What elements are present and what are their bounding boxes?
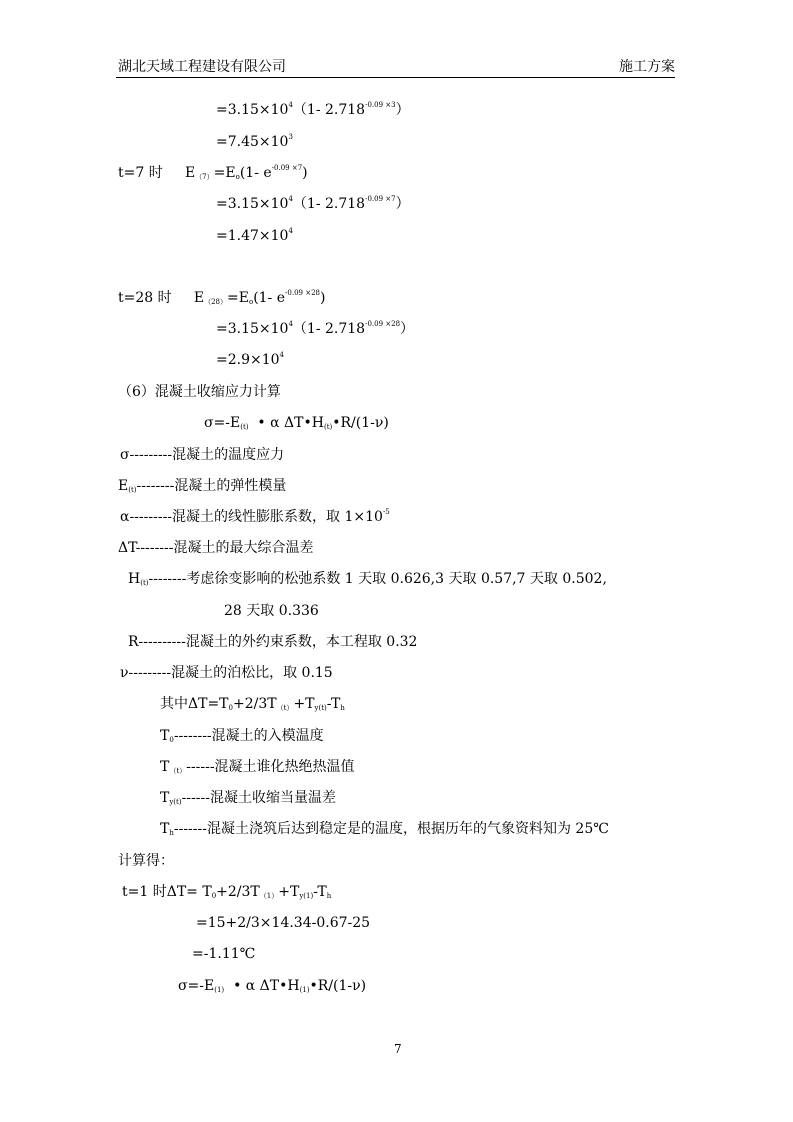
page-number: 7 [394, 1042, 402, 1056]
text-run: α---------混凝土的线性膨胀系数，取 1×10 [120, 509, 383, 525]
subscript: h [169, 829, 174, 837]
superscript: 3 [288, 133, 293, 141]
subscript: （t） [276, 704, 294, 712]
subscript: (t) [323, 423, 333, 431]
text-run: ------混凝土谁化热绝热温值 [186, 759, 355, 775]
superscript: 4 [288, 195, 293, 203]
subscript: （28） [204, 298, 228, 306]
subscript: y(t) [169, 798, 182, 806]
text-run: H [128, 571, 141, 587]
text-run: -T [313, 884, 327, 900]
header-rule [116, 77, 675, 78]
text-run: (1- e [239, 165, 272, 181]
text-run: T [160, 790, 170, 806]
text-run: ） [400, 321, 415, 337]
text-run: =E [227, 290, 249, 306]
superscript: 4 [288, 320, 293, 328]
superscript: -5 [382, 508, 390, 516]
subscript: （1） [259, 892, 279, 900]
subscript: (t) [128, 486, 137, 494]
superscript: 4 [288, 101, 293, 109]
text-run: ） [395, 102, 410, 118]
text-run: E [118, 478, 129, 494]
text-run: （1- 2.718 [292, 102, 366, 118]
text-run: --------考虑徐变影响的松弛系数 1 天取 0.626,3 天取 0.57,7 天取 0.502, [148, 571, 607, 587]
text-run: =3.15×10 [216, 102, 289, 118]
subscript: (t) [240, 423, 249, 431]
subscript: h [340, 704, 345, 712]
text-run: =E [213, 165, 236, 181]
text-line [216, 133, 293, 151]
subscript: y(t) [314, 704, 327, 712]
text-line [216, 195, 410, 213]
text-run: ) [319, 290, 326, 306]
text-line [118, 383, 281, 401]
text-line [160, 727, 324, 745]
superscript: -0.09 ×28 [365, 320, 401, 328]
text-run: --------混凝土的弹性模量 [136, 478, 287, 494]
text-line [118, 539, 314, 557]
subscript: o [248, 298, 254, 306]
text-line [118, 852, 174, 870]
superscript: -0.09 ×7 [271, 164, 303, 172]
subscript: (t) [140, 579, 149, 587]
text-run: ΔT--------混凝土的最大综合温差 [118, 540, 314, 556]
superscript: 4 [279, 351, 285, 359]
subscript: 0 [228, 704, 233, 712]
text-run: T [160, 821, 170, 837]
text-run: 计算得： [118, 853, 174, 869]
text-line [224, 602, 319, 620]
subscript: o [235, 173, 240, 181]
subscript: (1) [299, 986, 310, 994]
text-run: T [160, 728, 170, 744]
text-line [192, 945, 255, 963]
text-run: +2/3T [216, 884, 260, 900]
text-line [160, 820, 609, 838]
text-run: 28 天取 0.336 [224, 603, 319, 619]
text-line [216, 351, 284, 369]
text-run: ------混凝土收缩当量温差 [181, 790, 336, 806]
text-run: （1- 2.718 [292, 196, 366, 212]
text-line [120, 508, 390, 526]
text-run: +T [278, 884, 300, 900]
text-run: =2.9×10 [216, 352, 280, 368]
text-line [204, 414, 389, 432]
text-line [118, 477, 286, 495]
text-line [178, 977, 366, 995]
text-run: --------混凝土的入模温度 [173, 728, 324, 744]
text-line [160, 695, 345, 713]
text-run: •R/(1-ν) [309, 978, 367, 994]
text-run: σ=-E [204, 415, 241, 431]
text-run: （6）混凝土收缩应力计算 [118, 384, 281, 400]
text-run: R----------混凝土的外约束系数，本工程取 0.32 [128, 634, 418, 650]
text-run: =-1.11℃ [192, 946, 256, 962]
text-run: =3.15×10 [216, 196, 289, 212]
subscript: （7） [195, 173, 214, 181]
text-run: • α ΔT•H [248, 415, 324, 431]
text-line [120, 446, 284, 464]
text-line [160, 789, 336, 807]
text-run: =7.45×10 [216, 134, 289, 150]
text-run: =15+2/3×14.34-0.67-25 [196, 915, 371, 931]
superscript: 4 [288, 227, 293, 235]
superscript: -0.09 ×7 [365, 195, 396, 203]
header-company: 湖北天域工程建设有限公司 [118, 59, 286, 75]
text-line [216, 101, 410, 119]
text-line [128, 633, 417, 651]
superscript: -0.09 ×3 [365, 101, 396, 109]
text-run: t=28 时 E [118, 290, 205, 306]
text-run: -T [326, 696, 341, 712]
text-run: （1- 2.718 [292, 321, 366, 337]
text-run: =3.15×10 [216, 321, 289, 337]
text-line [122, 883, 331, 901]
text-run: =1.47×10 [216, 228, 289, 244]
subscript: h [326, 892, 332, 900]
text-run: •R/(1-ν) [332, 415, 389, 431]
text-run: σ=-E [178, 978, 215, 994]
text-run: ） [395, 196, 410, 212]
subscript: y(1) [299, 892, 314, 900]
text-run: σ---------混凝土的温度应力 [120, 447, 285, 463]
text-line [216, 320, 414, 338]
text-run: • α ΔT•H [224, 978, 300, 994]
text-line [118, 164, 308, 182]
subscript: （t） [169, 767, 187, 775]
subscript: 0 [169, 736, 174, 744]
text-line [118, 289, 325, 307]
text-run: -------混凝土浇筑后达到稳定是的温度，根据历年的气象资料知为 25℃ [173, 821, 609, 837]
text-run: t=7 时 E [118, 165, 196, 181]
text-run: +2/3T [233, 696, 277, 712]
text-run: ) [302, 165, 308, 181]
header-section: 施工方案 [619, 59, 675, 75]
subscript: (1) [214, 986, 225, 994]
text-line [216, 227, 293, 245]
text-line [196, 914, 370, 932]
text-run: ν---------混凝土的泊松比，取 0.15 [120, 665, 333, 681]
text-line [160, 758, 355, 776]
text-run: 其中ΔT=T [160, 696, 229, 712]
text-run: T [160, 759, 170, 775]
superscript: -0.09 ×28 [285, 289, 320, 297]
text-run: +T [293, 696, 315, 712]
subscript: 0 [211, 892, 217, 900]
text-run: (1- e [253, 290, 286, 306]
text-line [128, 570, 607, 588]
text-run: t=1 时ΔT= T [122, 884, 212, 900]
text-line [120, 664, 333, 682]
